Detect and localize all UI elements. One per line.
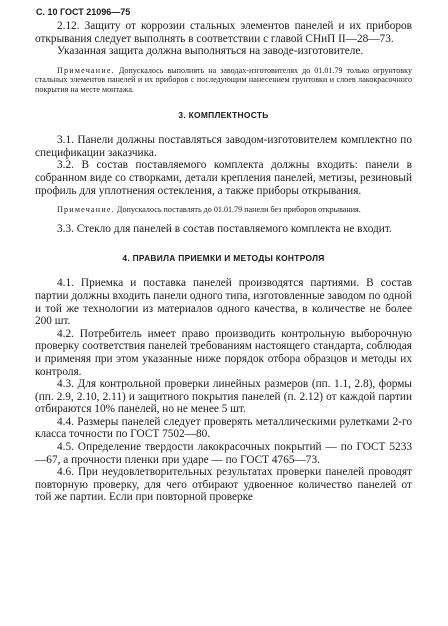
note-1-label: Примечание. [57,65,115,75]
page-header: С. 10 ГОСТ 21096—75 [36,7,131,17]
paragraph-4-4: 4.4. Размеры панелей следует проверять металлическими рулетками 2-го класса точности по ГОСТ 7502—80. [35,415,412,441]
note-1-text: Допускалось выполнять на заводах-изготовителях до 01.01.79 только огрунтовку стальных элементов панелей и их приборов с последующим нанесением грунтовки и слоев лакокрасочного покрытия на месте монтажа. [35,65,412,94]
paragraph-4-2: 4.2. Потребитель имеет право производить контрольную выборочную проверку соответствия панелей требованиям настоящего стандарта, соблюдая и применяя при этом указанные ниже порядок отбора образцов и методы их контроля. [35,327,412,378]
paragraph-3-1: 3.1. Панели должны поставляться заводом-изготовителем комплектно по спецификации заказчика. [35,134,412,159]
section-3-title: 3. КОМПЛЕКТНОСТЬ [178,110,269,121]
paragraph-3-2: 3.2. В состав поставляемого комплекта должны входить: панели в собранном виде со створками, детали крепления панелей, метизы, резиновый профиль для уплотнения остекления, а также приборы открывания. [35,159,412,197]
section-4-title: 4. ПРАВИЛА ПРИЕМКИ И МЕТОДЫ КОНТРОЛЯ [122,253,325,264]
paragraph-4-3: 4.3. Для контрольной проверки линейных размеров (пп. 1.1, 2.8), формы (пп. 2.9, 2.10, 2.11) и защитного покрытия панелей (п. 2.12) от каждой партии отбираются 10% панелей, но не менее 5 шт. [35,378,412,416]
paragraph-3-3: 3.3. Стекло для панелей в состав поставляемого комплекта не входит. [57,222,392,235]
paragraph-4-1: 4.1. Приемка и поставка панелей производятся партиями. В состав партии должны входить панели одного типа, изготовленные заводом по одной и той же технологии из материалов одного качества, в количестве не более 200 шт. [35,277,412,328]
paragraph-2-12-b: Указанная защита должна выполняться на заводе-изготовителе. [57,45,364,58]
document-body [35,20,412,504]
note-1 [35,66,412,95]
paragraph-2-12: 2.12. Защиту от коррозии стальных элементов панелей и их приборов открывания следует выполнять в соответствии с главой СНиП II—28—73. [35,20,412,45]
paragraph-4-5: 4.5. Определение твердости лакокрасочных покрытий — по ГОСТ 5233—67, а прочности пленки при ударе — по ГОСТ 4765—73. [35,441,412,466]
note-2-text: Допускалось поставлять до 01.01.79 панели без приборов открывания. [116,205,361,215]
note-2-label: Примечание. [57,205,115,215]
note-2 [35,205,412,215]
paragraph-4-6: 4.6. При неудовлетворительных результатах проверки панелей проводят повторную проверку, для чего отбирают удвоенное количество панелей от той же партии. Если при повторной проверке [35,466,412,504]
